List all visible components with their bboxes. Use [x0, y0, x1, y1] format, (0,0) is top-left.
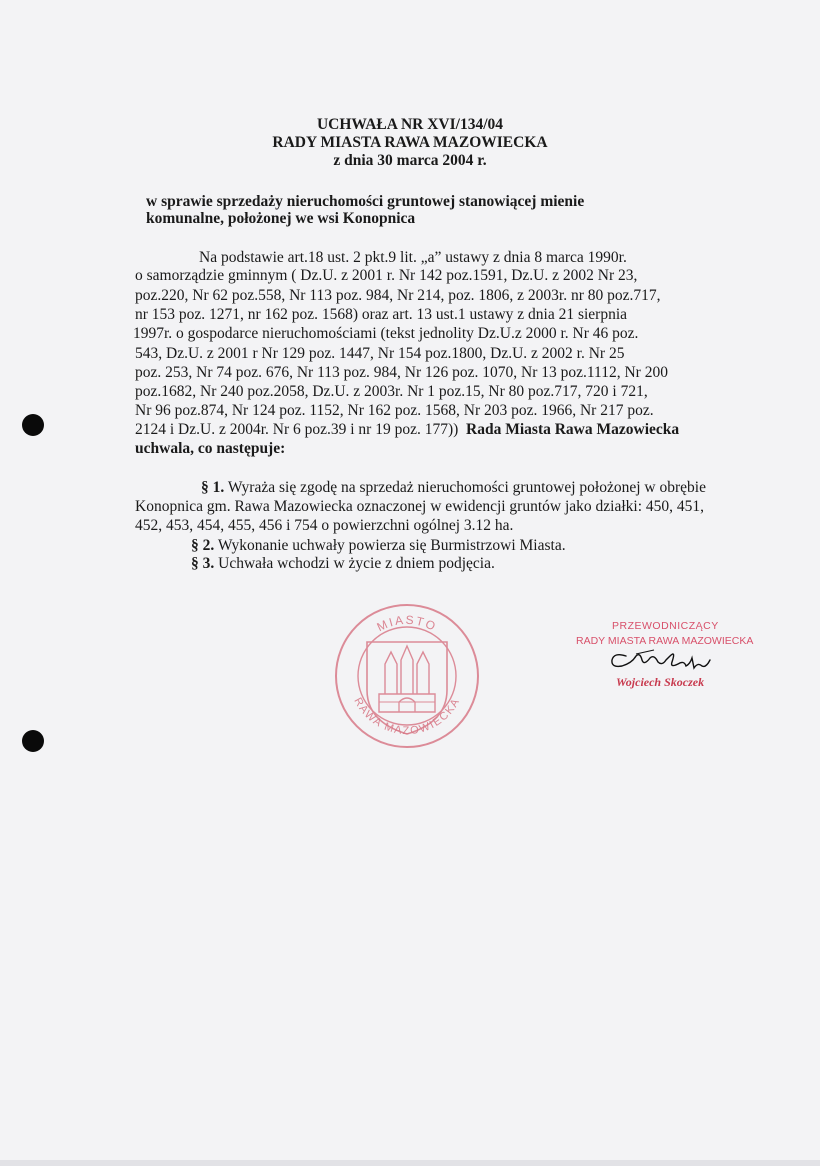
preamble-line: o samorządzie gminnym ( Dz.U. z 2001 r. Nr 142 poz.1591, Dz.U. z 2002 Nr 23,	[135, 267, 638, 284]
preamble-line: 1997r. o gospodarce nieruchomościami (tekst jednolity Dz.U.z 2000 r. Nr 46 poz.	[133, 325, 639, 342]
paragraph-3-text: Uchwała wchodzi w życie z dniem podjęcia.	[218, 555, 495, 572]
paragraph-1-line-3: 452, 453, 454, 455, 456 i 754 o powierzchni ogólnej 3.12 ha.	[135, 517, 514, 534]
punch-hole-bottom	[22, 730, 44, 752]
preamble-line: 543, Dz.U. z 2001 r Nr 129 poz. 1447, Nr 154 poz.1800, Dz.U. z 2002 r. Nr 25	[135, 345, 625, 362]
paragraph-2	[191, 537, 566, 555]
paragraph-3	[191, 555, 495, 573]
chairman-title: PRZEWODNICZĄCY	[612, 620, 719, 632]
resolution-issuer: RADY MIASTA RAWA MAZOWIECKA	[272, 134, 548, 151]
chairman-name: Wojciech Skoczek	[616, 675, 705, 689]
preamble-line-last	[135, 421, 679, 439]
subject-line-2: komunalne, położonej we wsi Konopnica	[146, 210, 416, 227]
resolves-line: uchwala, co następuje:	[135, 440, 286, 457]
paragraph-3-mark: § 3.	[191, 555, 215, 572]
preamble-line: Na podstawie art.18 ust. 2 pkt.9 lit. „a” ustawy z dnia 8 marca 1990r.	[199, 249, 627, 266]
paragraph-1-line-1	[201, 479, 706, 497]
paragraph-1-text: Wyraża się zgodę na sprzedaż nieruchomości gruntowej położonej w obrębie	[227, 479, 706, 496]
paragraph-1-line-2: Konopnica gm. Rawa Mazowiecka oznaczonej w ewidencji gruntów jako działki: 450, 451,	[135, 498, 705, 515]
punch-hole-top	[22, 414, 44, 436]
preamble-line: poz.1682, Nr 240 poz.2058, Dz.U. z 2003r. Nr 1 poz.15, Nr 80 poz.717, 720 i 721,	[135, 383, 648, 400]
paragraph-2-text: Wykonanie uchwały powierza się Burmistrzowi Miasta.	[217, 537, 566, 554]
handwritten-signature	[606, 644, 718, 674]
paragraph-1-mark: § 1.	[201, 479, 225, 496]
preamble-line: Nr 96 poz.874, Nr 124 poz. 1152, Nr 162 poz. 1568, Nr 203 poz. 1966, Nr 217 poz.	[135, 402, 654, 419]
resolution-date: z dnia 30 marca 2004 r.	[333, 152, 487, 169]
council-name: Rada Miasta Rawa Mazowiecka	[466, 421, 680, 438]
council-title: RADY MIASTA RAWA MAZOWIECKA	[576, 635, 754, 647]
scan-edge	[0, 1160, 820, 1166]
preamble-citation-end: 2124 i Dz.U. z 2004r. Nr 6 poz.39 i nr 19 poz. 177))	[135, 421, 459, 438]
preamble-line: poz. 253, Nr 74 poz. 676, Nr 113 poz. 984, Nr 126 poz. 1070, Nr 13 poz.1112, Nr 200	[135, 364, 668, 381]
preamble-line: poz.220, Nr 62 poz.558, Nr 113 poz. 984, Nr 214, poz. 1806, z 2003r. nr 80 poz.717,	[135, 287, 661, 304]
seal-top-text: MIASTO	[374, 612, 440, 635]
subject-line-1: w sprawie sprzedaży nieruchomości gruntowej stanowiącej mienie	[146, 193, 585, 210]
resolution-title: UCHWAŁA NR XVI/134/04	[316, 116, 503, 133]
paragraph-2-mark: § 2.	[191, 537, 215, 554]
seal-bottom-text: RAWA MAZOWIECKA	[351, 695, 463, 738]
preamble-line: nr 153 poz. 1271, nr 162 poz. 1568) oraz art. 13 ust.1 ustawy z dnia 21 sierpnia	[135, 306, 628, 323]
city-seal-stamp	[333, 602, 481, 750]
svg-text:MIASTO	[375, 613, 440, 634]
